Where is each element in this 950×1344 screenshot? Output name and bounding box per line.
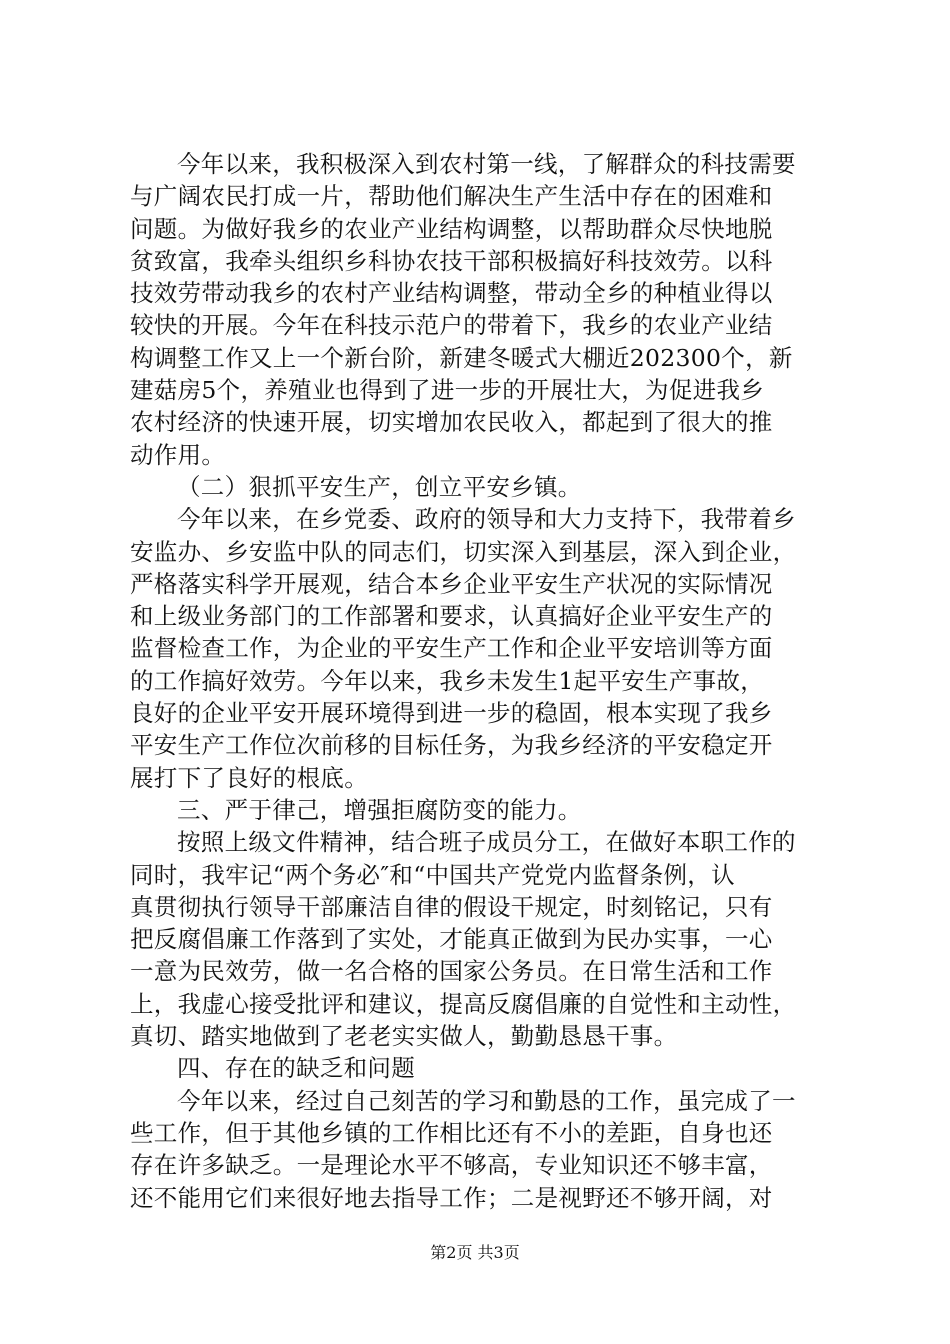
text-line: 今年以来，我积极深入到农村第一线，了解群众的科技需要	[177, 150, 796, 178]
text-line: 建菇房5个，养殖业也得到了进一步的开展壮大，为促进我乡	[130, 376, 765, 405]
text-line: 动作用。	[130, 440, 226, 469]
text-line: 技效劳带动我乡的农村产业结构调整，带动全乡的种植业得以	[130, 279, 773, 308]
text-line: 真切、踏实地做到了老老实实做人，勤勤恳恳干事。	[130, 1022, 678, 1051]
text-line: 一意为民效劳，做一名合格的国家公务员。在日常生活和工作	[130, 957, 773, 986]
text-line: 农村经济的快速开展，切实增加农民收入，都起到了很大的推	[130, 408, 773, 437]
body-text	[130, 148, 842, 1214]
text-line: 今年以来，经过自己刻苦的学习和勤恳的工作，虽完成了一	[177, 1086, 796, 1115]
section-heading: 四、存在的缺乏和问题	[177, 1054, 415, 1083]
text-line: 些工作，但于其他乡镇的工作相比还有不小的差距，自身也还	[130, 1118, 773, 1147]
text-line: 上，我虚心接受批评和建议，提高反腐倡廉的自觉性和主动性，	[130, 989, 797, 1018]
text-line: 同时，我牢记“两个务必″和“中国共产党党内监督条例，认	[130, 860, 735, 889]
text-line: 把反腐倡廉工作落到了实处，才能真正做到为民办实事，一心	[130, 925, 773, 954]
text-line: 严格落实科学开展观，结合本乡企业平安生产状况的实际情况	[130, 569, 773, 598]
text-line: 今年以来，在乡党委、政府的领导和大力支持下，我带着乡	[177, 505, 796, 534]
text-line: 和上级业务部门的工作部署和要求，认真搞好企业平安生产的	[130, 602, 773, 631]
text-line: 展打下了良好的根底。	[130, 763, 368, 792]
section-heading: （二）狠抓平安生产，创立平安乡镇。	[177, 472, 582, 501]
text-line: 监督检查工作，为企业的平安生产工作和企业平安培训等方面	[130, 634, 773, 663]
text-line: 存在许多缺乏。一是理论水平不够高，专业知识还不够丰富，	[130, 1151, 773, 1180]
text-line: 还不能用它们来很好地去指导工作；二是视野还不够开阔，对	[130, 1183, 773, 1212]
text-line: 问题。为做好我乡的农业产业结构调整，以帮助群众尽快地脱	[130, 214, 773, 243]
text-line: 安监办、乡安监中队的同志们，切实深入到基层，深入到企业，	[130, 537, 797, 566]
page-number-footer: 第2页 共3页	[430, 1243, 520, 1262]
text-line: 的工作搞好效劳。今年以来，我乡未发生1起平安生产事故，	[130, 666, 765, 695]
text-line: 较快的开展。今年在科技示范户的带着下，我乡的农业产业结	[130, 311, 773, 340]
text-line: 与广阔农民打成一片，帮助他们解决生产生活中存在的困难和	[130, 182, 773, 211]
text-line: 平安生产工作位次前移的目标任务，为我乡经济的平安稳定开	[130, 731, 773, 760]
text-line: 构调整工作又上一个新台阶，新建冬暖式大棚近202300个，新	[130, 343, 793, 372]
text-line: 良好的企业平安开展环境得到进一步的稳固，根本实现了我乡	[130, 699, 773, 728]
text-line: 贫致富，我牵头组织乡科协农技干部积极搞好科技效劳。以科	[130, 246, 773, 275]
text-line: 按照上级文件精神，结合班子成员分工，在做好本职工作的	[177, 828, 796, 857]
text-line: 真贯彻执行领导干部廉洁自律的假设干规定，时刻铭记，只有	[130, 892, 773, 921]
section-heading: 三、严于律己，增强拒腐防变的能力。	[177, 795, 582, 824]
